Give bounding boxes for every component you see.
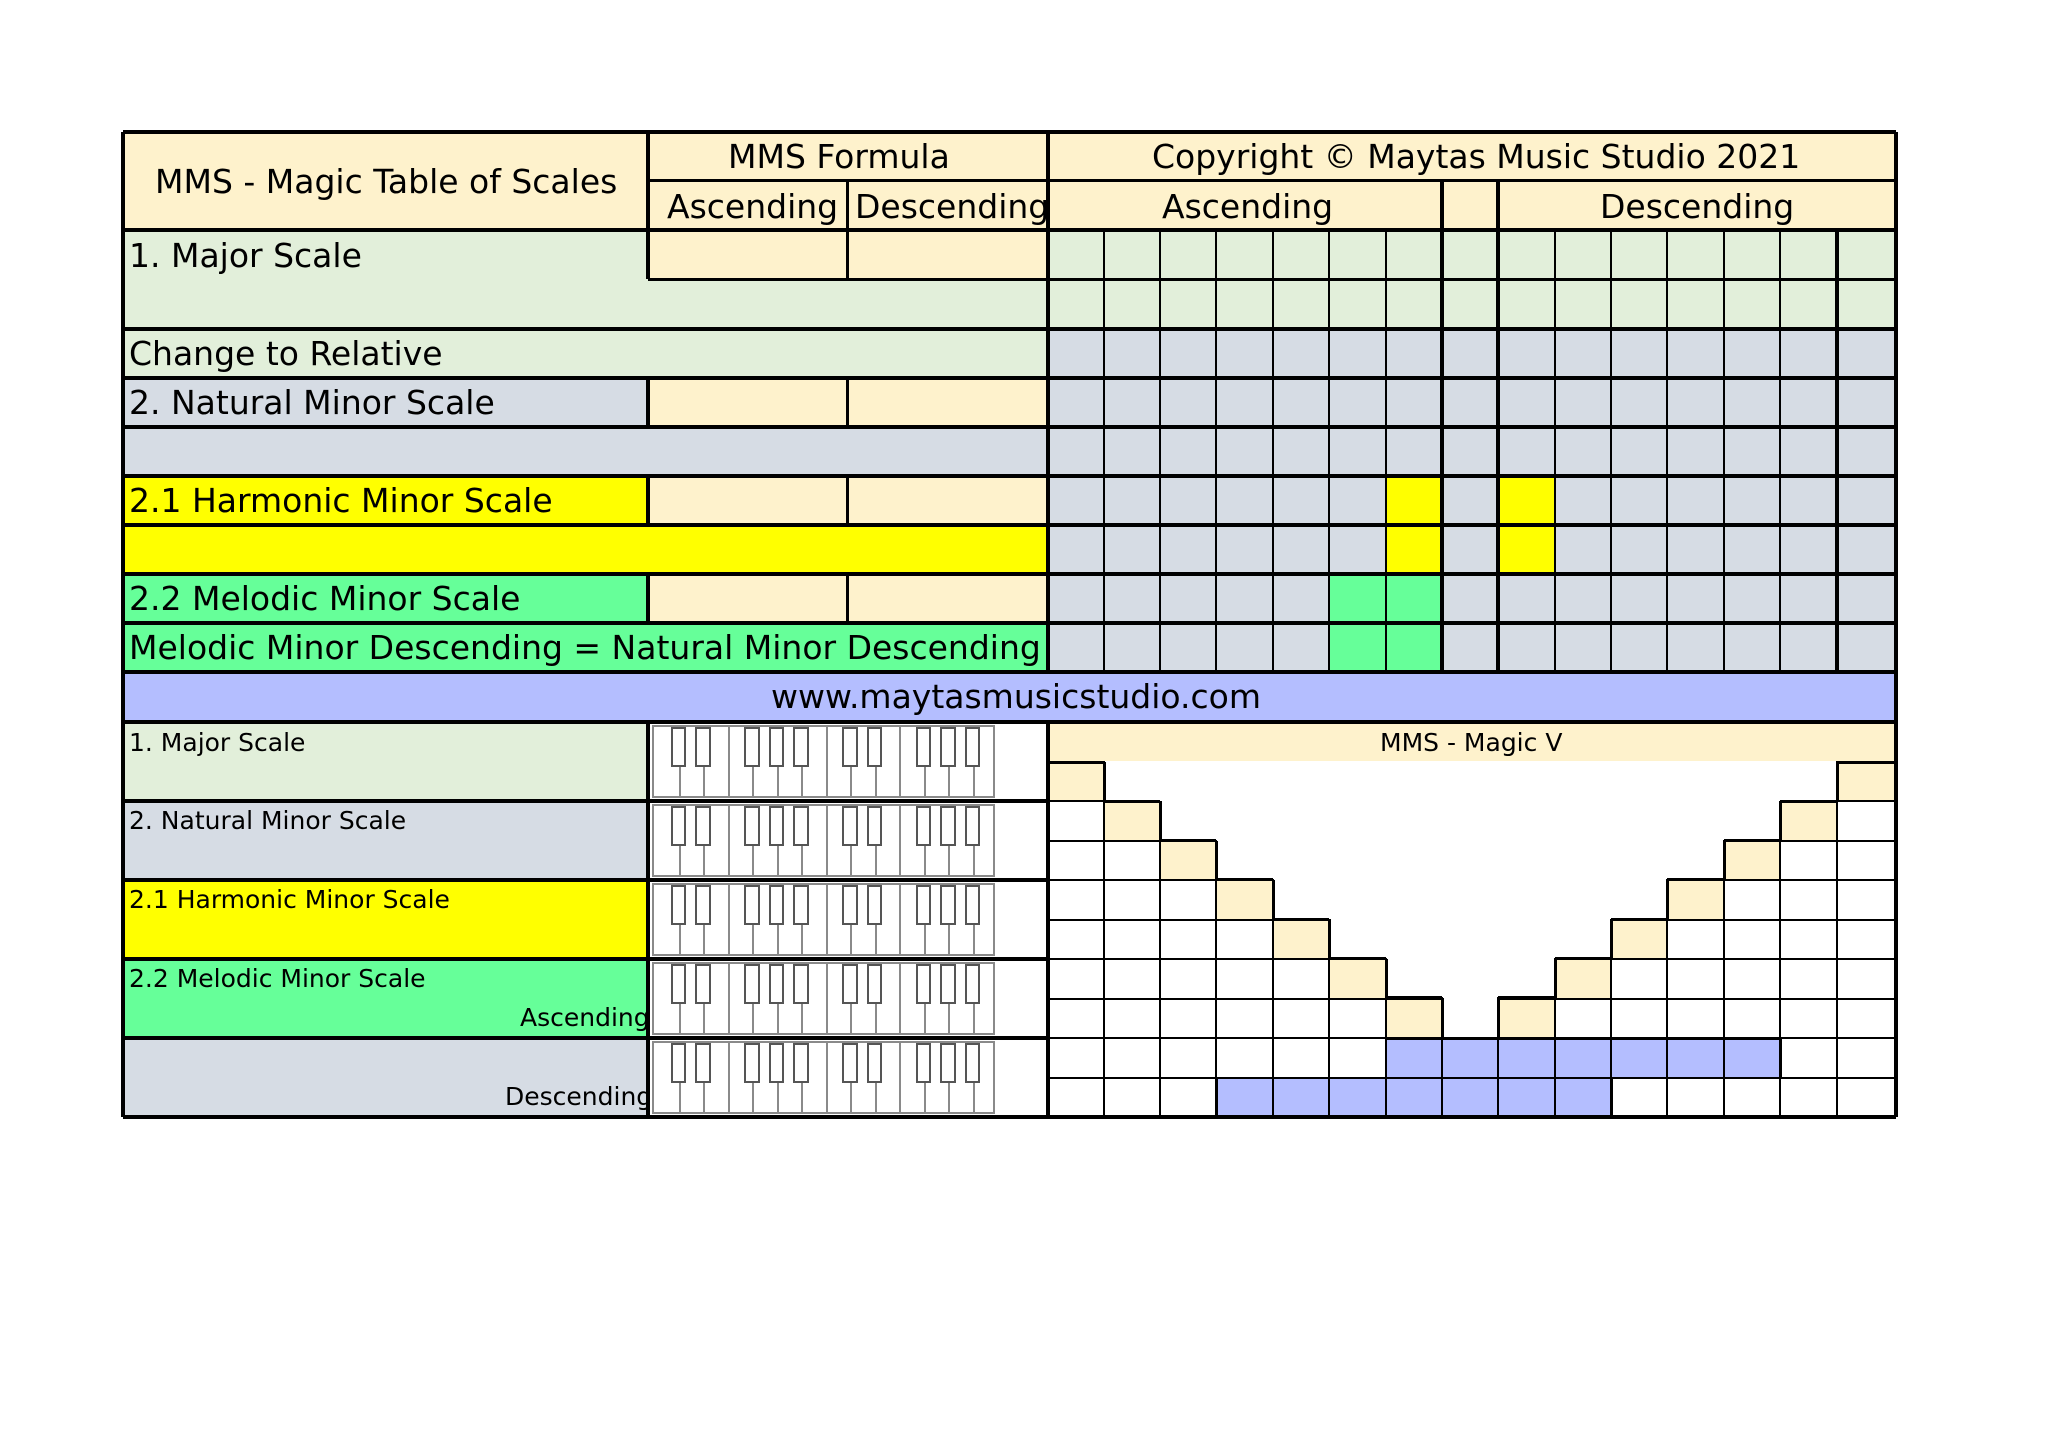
magic-v-desc-cell xyxy=(1667,880,1724,920)
magic-v-step xyxy=(1497,998,1500,1037)
grid-line xyxy=(1779,230,1781,672)
magic-v-step xyxy=(1837,761,1896,764)
magic-v-desc-cell xyxy=(1724,841,1780,881)
piano-keyboard-icon xyxy=(652,725,995,798)
magic-v-step xyxy=(1215,1078,1218,1117)
grid-line xyxy=(646,378,650,427)
grid-line xyxy=(1895,230,1897,672)
magic-v-step xyxy=(1666,880,1669,919)
grid-line xyxy=(1723,230,1725,672)
magic-v-scale-band-2 xyxy=(1216,1078,1611,1117)
grid-line xyxy=(1048,573,1896,576)
magic-v-step xyxy=(1780,800,1837,803)
formula-descending-box xyxy=(847,378,1048,427)
grid-line xyxy=(1048,377,1896,380)
outer-border xyxy=(123,1115,1896,1119)
magic-v-asc-cell xyxy=(1273,919,1329,959)
lower-major-scale: 1. Major Scale xyxy=(129,728,306,757)
magic-v-step xyxy=(1216,1116,1611,1119)
magic-v-scale-band-1 xyxy=(1386,1038,1780,1077)
grid-line xyxy=(1835,230,1839,672)
grid-line xyxy=(648,179,1896,182)
row-change-to-relative: Change to Relative xyxy=(129,334,443,373)
magic-v-asc-cell xyxy=(1386,998,1442,1038)
magic-v-step xyxy=(1048,761,1104,764)
mms-formula-label: MMS Formula xyxy=(728,137,950,176)
table-title: MMS - Magic Table of Scales xyxy=(155,162,618,201)
magic-v-step xyxy=(1216,878,1273,881)
row-natural-minor: 2. Natural Minor Scale xyxy=(129,383,495,422)
grid-line xyxy=(1048,524,1896,527)
grid-line xyxy=(123,720,1896,724)
piano-keyboard-icon xyxy=(652,883,995,956)
grid-line xyxy=(1048,328,1896,331)
grid-line xyxy=(1048,278,1896,281)
formula-ascending-box xyxy=(648,378,847,427)
formula-descending-box xyxy=(847,574,1048,623)
row-melodic-minor: 2.2 Melodic Minor Scale xyxy=(129,579,521,618)
magic-v-step xyxy=(1554,959,1557,998)
magic-v-step xyxy=(1667,878,1724,881)
grid-line xyxy=(1272,230,1274,672)
magic-v-asc-cell xyxy=(1104,801,1160,841)
formula-descending-box xyxy=(847,476,1048,525)
grid-line xyxy=(1554,230,1556,672)
formula-ascending-box xyxy=(648,574,847,623)
website-url: www.maytasmusicstudio.com xyxy=(771,677,1261,716)
melodic-descending-note: Melodic Minor Descending = Natural Minor Descending xyxy=(129,628,1041,667)
copyright-text: Copyright © Maytas Music Studio 2021 xyxy=(1152,137,1801,176)
grid-line xyxy=(1048,671,1896,674)
grid-line xyxy=(1048,229,1896,232)
magic-v-step xyxy=(1104,800,1160,803)
magic-v-title: MMS - Magic V xyxy=(1380,728,1563,757)
magic-v-step xyxy=(1385,959,1388,998)
magic-v-asc-cell xyxy=(1329,959,1386,999)
grid-line xyxy=(1666,230,1668,672)
grid-line xyxy=(1103,762,1105,1117)
grid-line xyxy=(123,957,1048,961)
grid-line xyxy=(846,378,849,427)
magic-v-step xyxy=(1159,801,1162,840)
magic-v-step xyxy=(1779,1038,1782,1078)
magic-v-step xyxy=(1272,880,1275,919)
magic-v-step xyxy=(1215,841,1218,880)
magic-v-asc-cell xyxy=(1160,841,1216,881)
lower-melodic-minor: 2.2 Melodic Minor Scale xyxy=(129,964,426,993)
formula-ascending-box xyxy=(648,230,847,279)
grid-line xyxy=(1103,230,1105,672)
grid-line xyxy=(123,799,1048,803)
grid-ascending-label: Ascending xyxy=(1162,187,1334,226)
grid-line xyxy=(646,132,650,230)
piano-keyboard-icon xyxy=(652,804,995,877)
magic-v-step xyxy=(1273,918,1329,921)
magic-v-step xyxy=(1555,957,1611,960)
grid-line xyxy=(846,180,849,230)
formula-ascending-box xyxy=(648,476,847,525)
magic-v-step xyxy=(1610,1078,1613,1117)
outer-border xyxy=(123,130,1896,134)
grid-line xyxy=(1385,230,1387,672)
magic-v-step xyxy=(1328,919,1331,958)
magic-v-asc-cell xyxy=(1216,880,1273,920)
grid-descending-label: Descending xyxy=(1600,187,1795,226)
grid-line xyxy=(1159,230,1161,672)
grid-line xyxy=(1895,762,1897,1117)
magic-v-step xyxy=(1611,918,1667,921)
grid-line xyxy=(1496,180,1500,672)
grid-line xyxy=(646,574,650,623)
magic-v-step xyxy=(1779,801,1782,840)
formula-descending-label: Descending xyxy=(855,187,1050,226)
magic-v-step xyxy=(1441,998,1444,1037)
grid-line xyxy=(846,230,849,279)
lower-harmonic-minor: 2.1 Harmonic Minor Scale xyxy=(129,885,450,914)
lower-natural-minor: 2. Natural Minor Scale xyxy=(129,806,407,835)
row-major-scale: 1. Major Scale xyxy=(129,236,362,275)
magic-v-empty xyxy=(1443,997,1497,1037)
grid-line xyxy=(1048,1077,1896,1079)
grid-line xyxy=(646,476,650,525)
magic-v-desc-cell xyxy=(1837,762,1896,802)
magic-v-empty xyxy=(1330,918,1610,958)
grid-line xyxy=(1215,230,1217,672)
magic-v-step xyxy=(1723,841,1726,880)
lower-ascending-label: Ascending xyxy=(520,1003,650,1032)
magic-v-step xyxy=(1103,762,1106,801)
magic-v-empty xyxy=(1161,800,1779,840)
lower-descending-label: Descending xyxy=(505,1082,653,1111)
magic-v-empty xyxy=(1274,879,1666,919)
magic-v-desc-cell xyxy=(1780,801,1837,841)
grid-line xyxy=(646,722,650,1117)
formula-descending-box xyxy=(847,230,1048,279)
magic-v-step xyxy=(1386,1037,1780,1040)
magic-v-step xyxy=(1329,957,1386,960)
grid-line xyxy=(1048,622,1896,625)
grid-line xyxy=(123,1036,1048,1040)
magic-v-desc-cell xyxy=(1611,919,1667,959)
magic-v-desc-cell xyxy=(1555,959,1611,999)
magic-v-step xyxy=(1160,839,1216,842)
grid-line xyxy=(1048,426,1896,429)
magic-v-step xyxy=(1836,762,1839,801)
row-harmonic-minor: 2.1 Harmonic Minor Scale xyxy=(129,481,553,520)
grid-line xyxy=(846,574,849,623)
grid-line xyxy=(1328,230,1330,672)
grid-line xyxy=(1610,230,1612,672)
formula-ascending-label: Ascending xyxy=(667,187,839,226)
magic-v-step xyxy=(1498,996,1555,999)
outer-border xyxy=(121,132,125,1117)
magic-v-asc-cell xyxy=(1048,762,1104,802)
grid-line xyxy=(1440,180,1444,672)
magic-v-step xyxy=(1610,919,1613,958)
grid-line xyxy=(846,476,849,525)
magic-v-desc-cell xyxy=(1498,998,1555,1038)
grid-line xyxy=(1047,230,1049,672)
piano-keyboard-icon xyxy=(652,1041,995,1114)
magic-v-step xyxy=(1724,839,1780,842)
magic-v-empty xyxy=(1105,761,1836,801)
magic-v-empty xyxy=(1387,958,1554,998)
grid-line xyxy=(646,230,650,279)
grid-line xyxy=(1047,762,1049,1117)
grid-line xyxy=(123,878,1048,882)
piano-keyboard-icon xyxy=(652,962,995,1035)
grid-line xyxy=(1048,475,1896,478)
grid-line xyxy=(1836,762,1838,1117)
magic-v-empty xyxy=(1217,840,1723,880)
magic-v-step xyxy=(1386,996,1442,999)
